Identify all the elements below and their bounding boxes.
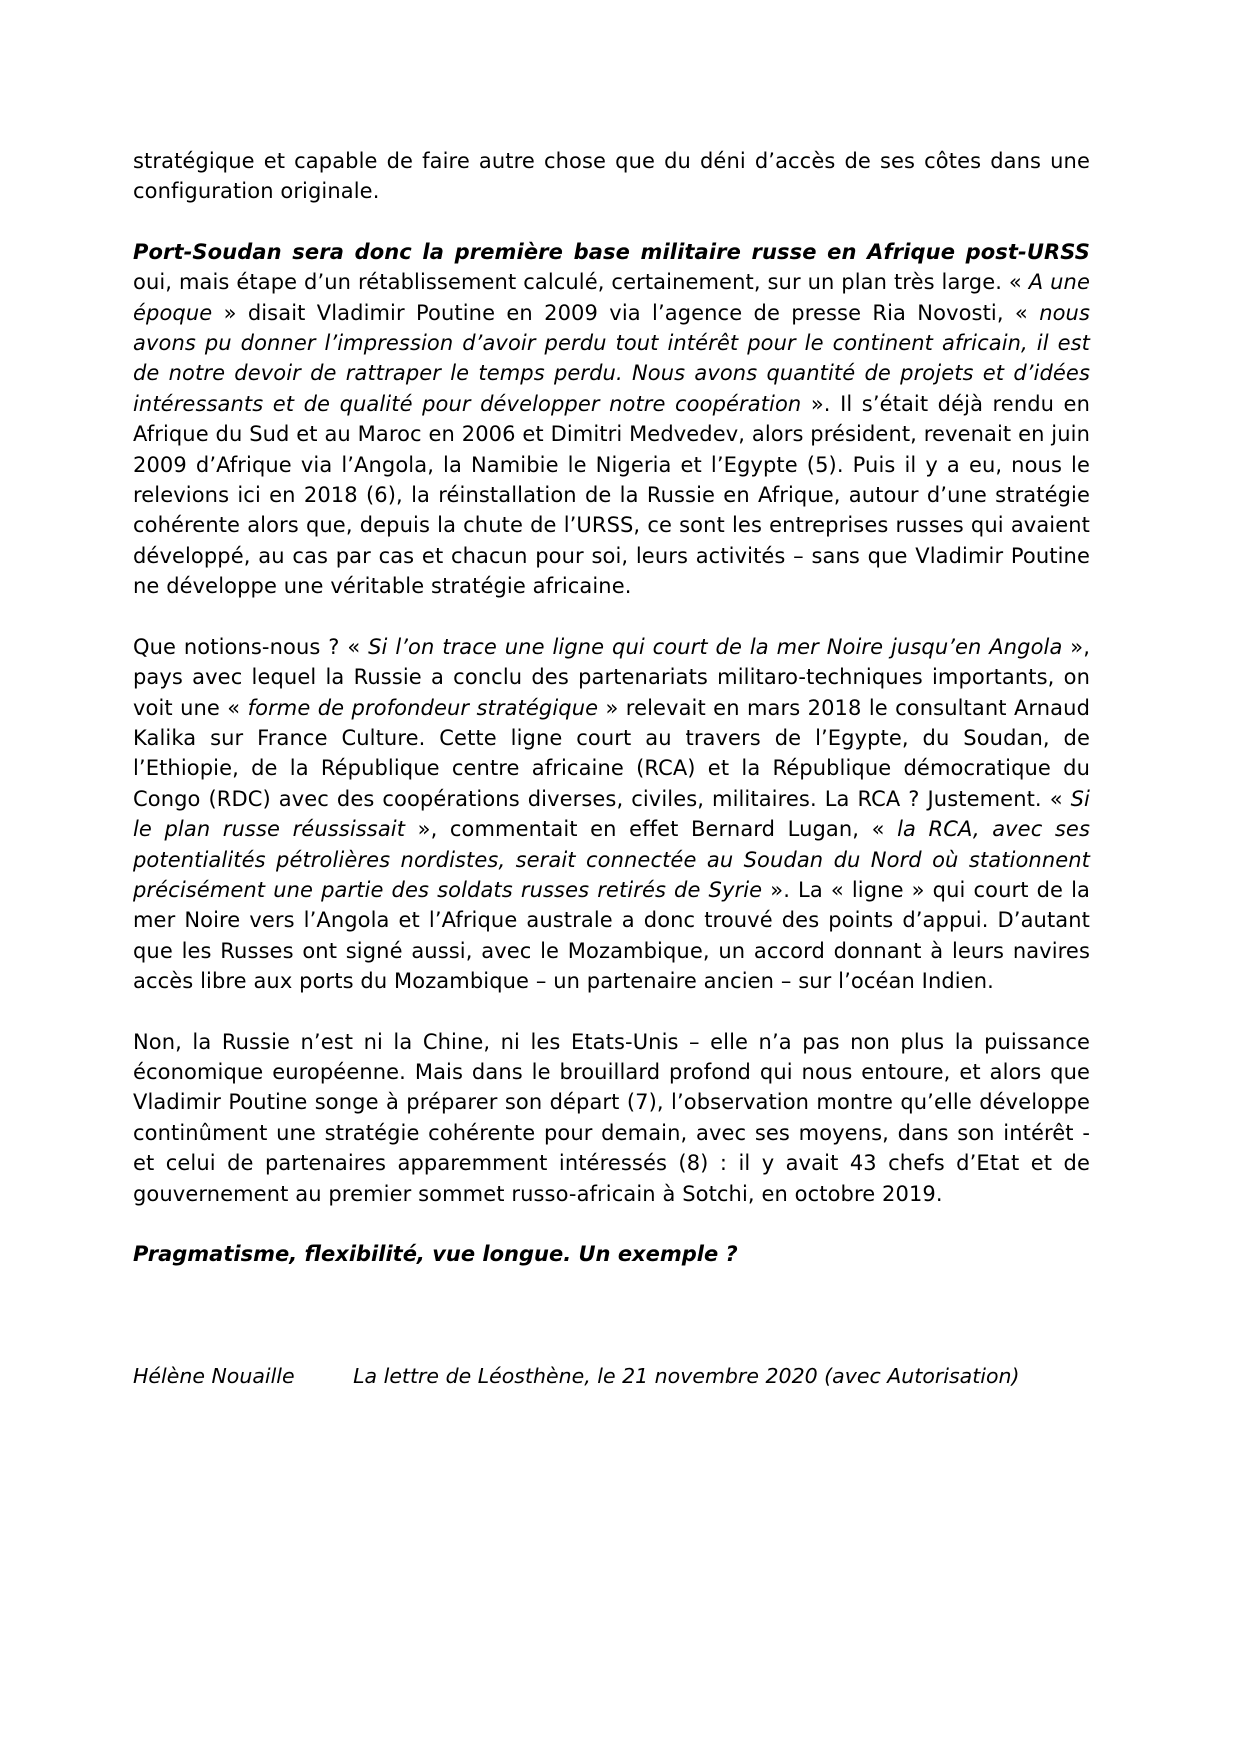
paragraph-conclusion (133, 1027, 1090, 1209)
text-run: Si l’on trace une ligne qui court de la mer Noire jusqu’en Angola (368, 634, 1063, 659)
text-run: Non, la Russie n’est ni la Chine, ni les Etats-Unis – elle n’a pas non plus la puissance économique européenne. Mais dans le brouillard profond qui nous entoure, et alors que Vladimir Poutine songe à préparer son départ (7), l’observation montre qu’elle développe continûment une stratégie cohérente pour demain, avec ses moyens, dans son intérêt - et celui de partenaires apparemment intéressés (8) : il y avait 43 chefs d’Etat et de gouvernement au premier sommet russo-africain à Sotchi, en octobre 2019. (133, 1029, 1090, 1206)
paragraph-port-soudan (133, 237, 1090, 602)
text-run: » disait Vladimir Poutine en 2009 via l’agence de presse Ria Novosti, « (212, 300, 1040, 325)
text-run: Si le plan russe réussissait (133, 786, 1090, 842)
text-run: la RCA, avec ses potentialités pétrolières nordistes, serait connectée au Soudan du Nord où stationnent précisément une partie des soldats russes retirés de Syrie (133, 817, 1090, 902)
text-run: forme de profondeur stratégique (247, 695, 599, 720)
footer-source: La lettre de Léosthène, le 21 novembre 2020 (avec Autorisation) (353, 1364, 1020, 1389)
text-run: ». Il s’était déjà rendu en Afrique du Sud et au Maroc en 2006 et Dimitri Medvedev, alors président, revenait en juin 2009 d’Afrique via l’Angola, la Namibie le Nigeria et l’Egypte (5). Puis il y a eu, nous le relevions ici en 2018 (6), la réinstallation de la Russie en Afrique, autour d’une stratégie cohérente alors que, depuis la chute de l’URSS, ce sont les entreprises russes qui avaient développé, au cas par cas et chacun pour soi, leurs activités – sans que Vladimir Poutine ne développe une véritable stratégie africaine. (133, 391, 1090, 599)
paragraph-ligne-strategique (133, 632, 1090, 997)
text-run: » relevait en mars 2018 le consultant Arnaud Kalika sur France Culture. Cette ligne court au travers de l’Egypte, du Soudan, de l’Ethiopie, de la République centre africaine (RCA) et la République démocratique du Congo (RDC) avec des coopérations diverses, civiles, militaires. La RCA ? Justement. « (133, 695, 1090, 811)
text-run: Que notions-nous ? « (133, 634, 369, 659)
footer-author: Hélène Nouaille (133, 1364, 295, 1389)
text-run: Port-Soudan sera donc la première base militaire russe en Afrique post-URSS (133, 239, 1090, 264)
section-heading: Pragmatisme, flexibilité, vue longue. Un exemple ? (133, 1242, 738, 1266)
text-run: », pays avec lequel la Russie a conclu des partenariats militaro-techniques importants, on voit une « (133, 634, 1090, 720)
paragraph-intro (133, 146, 1090, 207)
footer-line (133, 1361, 1090, 1391)
text-run: oui, mais étape d’un rétablissement calculé, certainement, sur un plan très large. « (133, 270, 1029, 295)
text-run: », commentait en effet Bernard Lugan, « (405, 817, 898, 842)
text-run: A une époque (133, 270, 1090, 325)
text-run: nous avons pu donner l’impression d’avoir perdu tout intérêt pour le continent africain, il est de notre devoir de rattraper le temps perdu. Nous avons quantité de projets et d’idées intéressants et de qualité pour développer notre coopération (133, 300, 1090, 416)
text-run: stratégique et capable de faire autre chose que du déni d’accès de ses côtes dans une configuration originale. (133, 149, 1090, 204)
text-run: ». La « ligne » qui court de la mer Noire vers l’Angola et l’Afrique australe a donc trouvé des points d’appui. D’autant que les Russes ont signé aussi, avec le Mozambique, un accord donnant à leurs navires accès libre aux ports du Mozambique – un partenaire ancien – sur l’océan Indien. (133, 877, 1091, 994)
